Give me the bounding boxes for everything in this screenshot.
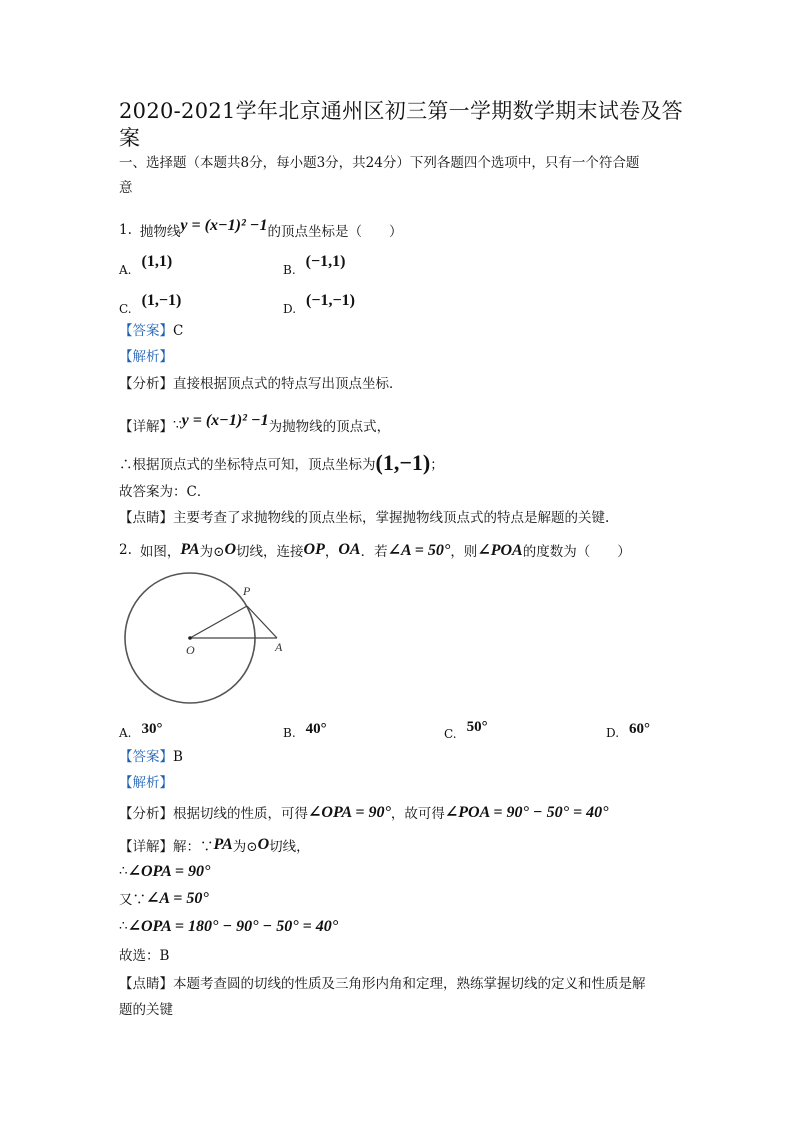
q2-fenxi-math: ∠OPA = 90° [308,804,391,821]
option-label: C. [444,727,457,741]
q2-answer: B [173,749,183,765]
q1-xiangjie-formula: y = (x−1)² −1 [181,412,269,429]
q2-step-math: ∠OPA = 90° [127,863,211,880]
q2-option-b [283,716,327,742]
q2-stem-part: 的度数为（ ） [522,544,631,560]
label-o: O [186,643,195,657]
therefore-symbol: ∴ [119,863,128,879]
option-value: (1,−1) [141,292,182,309]
q1-number: 1. [119,222,132,238]
segment-op [190,606,247,638]
fenxi-tag: 【分析】 [119,806,173,822]
q2-step-3 [119,914,338,938]
q1-xiangjie-post: 为抛物线的顶点式， [268,419,391,435]
q1-stem-after: 的顶点坐标是（ ） [267,224,403,240]
label-p: P [243,584,251,598]
option-value: 40° [305,720,327,737]
q2-step-2 [119,886,209,910]
dianjing-tag: 【点睛】 [119,510,173,526]
q2-stem-part: 切线，连接 [236,544,304,560]
q2-stem-math: OP [303,541,325,558]
q1-fenxi: 直接根据顶点式的特点写出顶点坐标． [173,376,403,392]
option-label: D. [283,302,297,316]
q1-option-b [283,250,345,280]
q2-xiangjie-line [119,833,310,857]
q1-vertex-post: ； [430,457,444,473]
q2-conclusion: 故选：B [119,948,170,964]
q2-stem-part: ，则 [450,544,478,560]
xiangjie-tag: 【详解】 [119,419,173,435]
q2-stem-part: 如图， [139,544,181,560]
q2-dianjing-2: 题的关键 [119,1002,173,1018]
q2-step-math: ∠A = 50° [146,890,209,907]
option-label: A. [119,263,132,277]
center-point [188,636,192,640]
q2-option-d [606,716,650,742]
xiangjie-tag: 【详解】 [119,839,173,855]
q1-vertex-value: (1,−1) [375,450,431,475]
q2-dianjing-line [119,975,646,993]
q2-stem-part: ．若 [360,544,388,560]
q1-vertex-pre: ∴根据顶点式的坐标特点可知，顶点坐标为 [119,457,376,473]
q1-answer-line [119,322,183,340]
answer-tag: 【答案】 [119,323,173,339]
q2-stem-math: O [224,541,237,558]
q2-fenxi-math: ∠POA = 90° − 50° = 40° [444,804,609,821]
q2-fenxi-text: ，故可得 [390,806,445,822]
option-value: 30° [141,720,163,737]
q1-answer: C [173,323,184,339]
q2-stem [119,538,631,562]
option-label: C. [119,302,132,316]
q2-dianjing-1: 本题考查圆的切线的性质及三角形内角和定理，熟练掌握切线的定义和性质是解 [173,976,646,992]
option-label: D. [606,726,620,740]
option-label: B. [283,263,296,277]
q2-analysis-tag: 【解析】 [119,775,173,791]
option-value: (−1,1) [305,253,346,270]
q1-option-a [119,250,172,280]
option-value: (1,1) [141,253,173,270]
q2-answer-line [119,748,183,766]
q2-xiangjie-text: 为⊙ [232,839,258,855]
page-title-line2: 案 [119,126,141,150]
q2-step-math: ∠OPA = 180° − 90° − 50° = 40° [127,918,339,935]
q1-xiangjie-line [119,408,390,442]
q2-number: 2. [119,542,132,558]
q1-option-d [283,288,355,318]
q2-step-1 [119,859,210,883]
section-heading-line1: 一、选择题（本题共8分，每小题3分，共24分）下列各题四个选项中，只有一个符合题 [119,155,640,171]
circle-tangent-figure [119,568,294,708]
q1-vertex-line [119,446,444,480]
q1-dianjing: 主要考查了求抛物线的顶点坐标，掌握抛物线顶点式的特点是解题的关键. [173,510,610,526]
section-heading-line2: 意 [119,180,133,196]
q2-stem-part: 为⊙ [199,544,225,560]
q1-stem [119,213,402,247]
q2-fenxi-text: 根据切线的性质，可得 [173,806,308,822]
q2-xiangjie-text: 解：∵ [173,839,214,855]
q2-xiangjie-math: O [257,836,270,853]
fenxi-tag: 【分析】 [119,376,173,392]
q1-formula: y = (x−1)² −1 [180,217,268,234]
q1-fenxi-line [119,375,403,393]
dianjing-tag: 【点睛】 [119,976,173,992]
segment-pa [247,606,277,638]
q2-fenxi-line [119,800,609,824]
because-symbol: 又∵ [119,892,146,908]
q2-xiangjie-text: 切线， [269,839,310,855]
page-title-line1: 2020-2021学年北京通州区初三第一学期数学期末试卷及答 [119,99,683,123]
q1-stem-before: 抛物线 [139,224,181,240]
q1-option-c [119,288,181,318]
q2-stem-math: PA [180,541,200,558]
q2-option-a [119,716,162,742]
answer-tag: 【答案】 [119,749,173,765]
q2-option-c [444,716,488,742]
q2-xiangjie-math: PA [213,836,233,853]
q2-stem-math: ∠POA [477,542,523,559]
q1-analysis-tag: 【解析】 [119,349,173,365]
therefore-symbol: ∴ [119,918,128,934]
label-a: A [275,640,283,654]
q1-dianjing-line [119,509,609,527]
q2-stem-part: ， [324,544,339,560]
q2-stem-math: OA [338,541,361,558]
because-symbol: ∵ [173,417,182,433]
option-value: (−1,−1) [306,292,355,309]
option-value: 50° [466,718,488,735]
q2-stem-math: ∠A = 50° [387,542,451,559]
option-label: B. [283,726,296,740]
option-label: A. [119,726,132,740]
q1-conclusion: 故答案为：C． [119,484,211,500]
option-value: 60° [629,720,651,737]
